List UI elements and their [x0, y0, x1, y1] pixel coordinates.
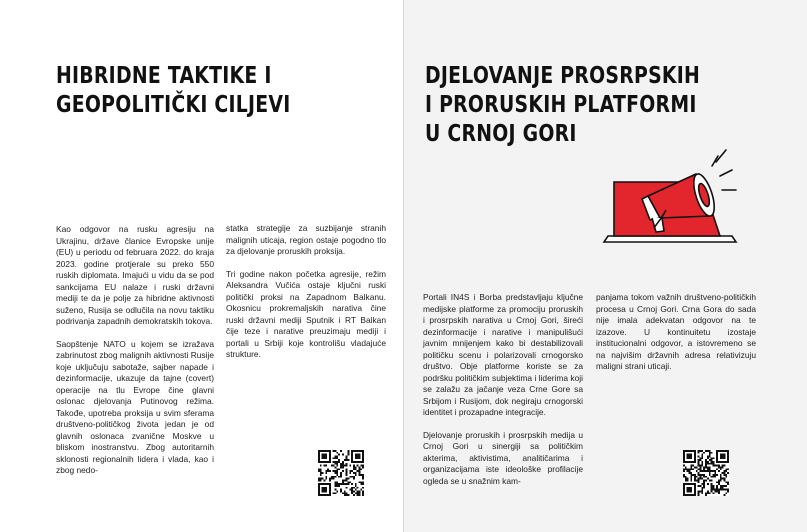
megaphone-laptop-icon — [602, 136, 742, 246]
left-title-line-2: GEOPOLITIČKI CILJEVI — [56, 92, 291, 118]
paragraph: Kao odgovor na rusku agresiju na Ukrajinu, države članice Evropske unije (EU) u periodu od februara 2022. do kraja 2023. godine protjerale su preko 550 ruskih diplomata. Imajući u vidu da se pod sankcijama EU nalaze i ruski državni mediji te da je polje za hibridne aktivnosti suženo, Rusija se odlučila na novu taktiku podrivanja zapadnih demokratskih tokova. — [56, 224, 214, 326]
right-column-2 — [596, 292, 756, 384]
left-column-1 — [56, 224, 214, 488]
left-title-line-1: HIBRIDNE TAKTIKE I — [56, 63, 272, 89]
paragraph: Tri godine nakon početka agresije, režim Aleksandra Vučića ostaje ključni ruski politički proksi na Zapadnom Balkanu. Okosnicu prokremaljskih narativa čine ruski državni mediji Sputnik i RT Balkan čije teze i narative preuzimaju mediji i portali u Srbiji koje kontrolišu vladajuće strukture. — [226, 268, 386, 359]
paragraph: Saopštenje NATO u kojem se izražava zabrinutost zbog malignih aktivnosti Rusije koje uključuju sabotaže, sajber napade i dezinformacije, ukazuje da tajne (covert) operacije na tlu Evrope čine glavni oslonac djelovanja Putinovog režima. Takođe, upotreba proksija u svim sferama društveno-političkog života jedan je od glavnih oslonaca zvanične Moskve u bliskom inostranstvu. Zbog autoritarnih sklonosti regionalnih lidera i vlada, kao i zbog nedo- — [56, 338, 214, 475]
paragraph: Portali IN4S i Borba predstavljaju ključne medijske platforme za promociju proruskih i prosrpskih narativa u Crnoj Gori, šireći dezinformacije i narative i manipulišući javnim mnijenjem kako bi destabilizovali političku scenu i polarizovali crnogorsko društvo. Obje platforme koriste se za podršku političkim subjektima i liderima koji se zalažu za jačanje veza Crne Gore sa Srbijom i Rusijom, dok negiraju crnogorski identitet i prozapadne integracije. — [423, 292, 583, 417]
left-page-title — [56, 62, 291, 120]
paragraph: statka strategije za suzbijanje stranih malignih uticaja, region ostaje pogodno tlo za djelovanje proruskih proksija. — [226, 223, 386, 256]
paragraph: panjama tokom važnih društveno-političkih procesa u Crnoj Gori. Crna Gora do sada nije imala adekvatan odgovor na te izazove. U kontinuitetu izostaje institucionalni odgovor, a istovremeno se na najvišim državnih adresa relativizuju maligni strani uticaji. — [596, 292, 756, 371]
right-title-line-1: DJELOVANJE PROSRPSKIH — [425, 63, 701, 89]
right-title-line-3: U CRNOJ GORI — [425, 121, 577, 147]
right-page — [404, 0, 807, 532]
qr-code-icon[interactable] — [318, 450, 364, 496]
right-title-line-2: I PRORUSKIH PLATFORMI — [425, 92, 697, 118]
qr-code-icon[interactable] — [683, 450, 729, 496]
left-column-2 — [226, 223, 386, 372]
right-column-1 — [423, 292, 583, 498]
paragraph: Djelovanje proruskih i prosrpskih medija u Crnoj Gori u sinergiji sa političkim akterima, aktivistima, analitičarima i organizacijama iste ideološke profilacije ogleda se u snažnim kam- — [423, 429, 583, 486]
